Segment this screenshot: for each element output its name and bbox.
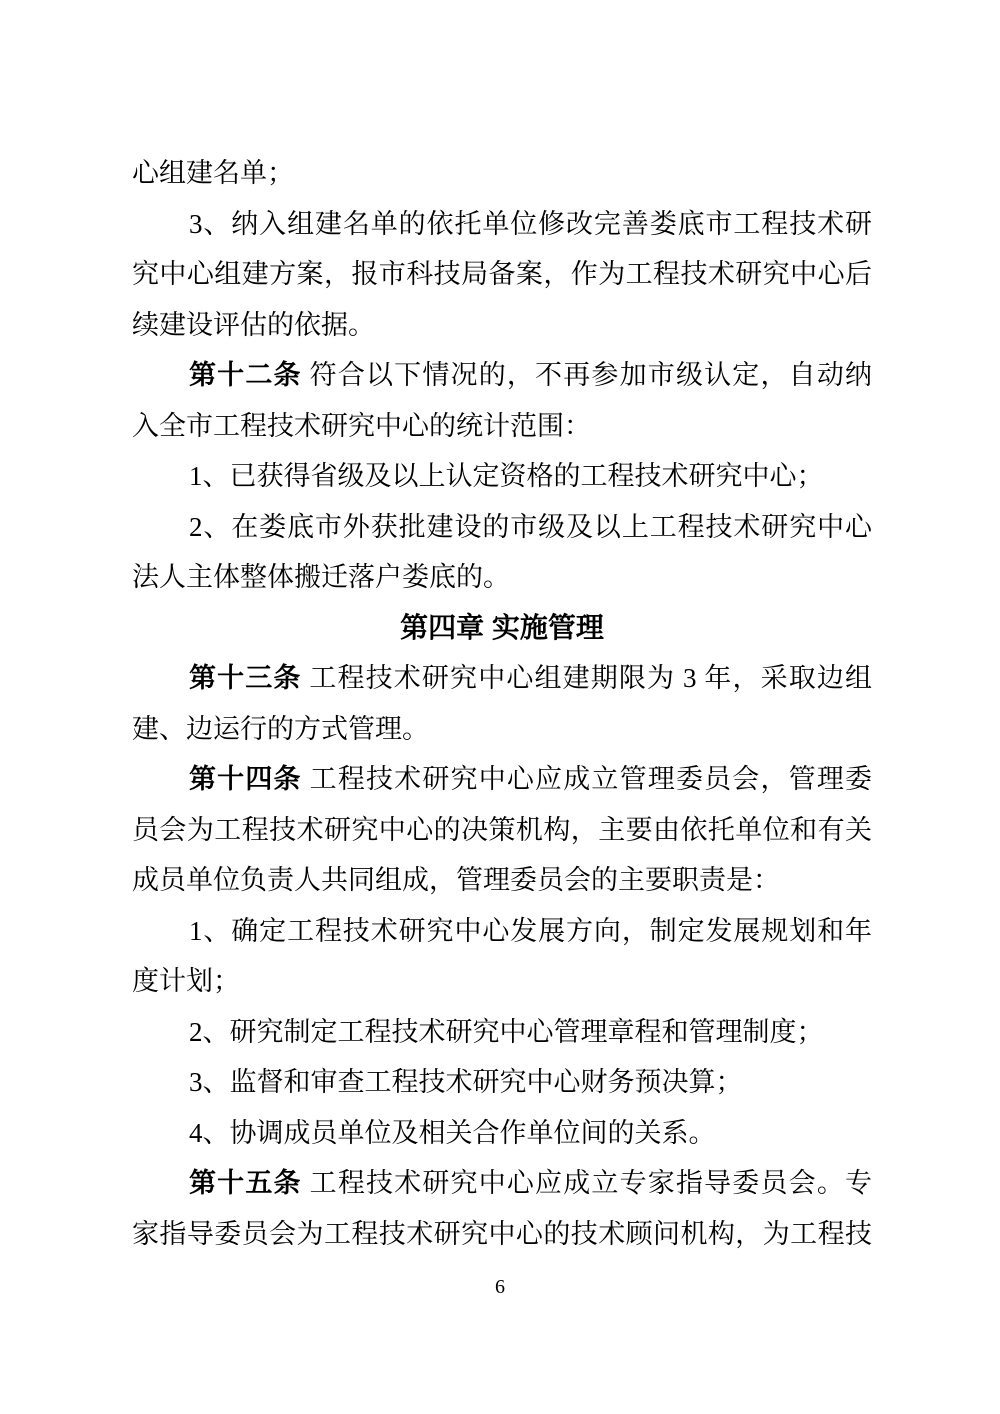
text-line	[132, 148, 872, 199]
text-line	[132, 1158, 872, 1209]
line-text: 成员单位负责人共同组成，管理委员会的主要职责是：	[132, 865, 780, 895]
line-text: 符合以下情况的，不再参加市级认定，自动纳	[301, 360, 873, 390]
line-text: 续建设评估的依据。	[132, 309, 375, 340]
chapter-heading-text: 第四章 实施管理	[400, 611, 604, 643]
text-line	[132, 653, 872, 704]
text-line	[132, 1209, 872, 1260]
text-line	[132, 552, 872, 603]
document-body	[132, 148, 872, 1259]
line-text: 1、已获得省级及以上认定资格的工程技术研究中心；	[189, 461, 824, 491]
line-text: 3、纳入组建名单的依托单位修改完善娄底市工程技术研	[189, 208, 872, 239]
text-line	[132, 1108, 872, 1159]
article-number: 第十四条	[189, 764, 302, 794]
line-text: 工程技术研究中心组建期限为 3 年，采取边组	[301, 663, 873, 693]
text-line	[132, 249, 872, 300]
line-text: 1、确定工程技术研究中心发展方向，制定发展规划和年	[189, 915, 872, 946]
line-text: 工程技术研究中心应成立专家指导委员会。专	[301, 1168, 873, 1198]
page-number: 6	[495, 1276, 505, 1298]
line-text: 工程技术研究中心应成立管理委员会，管理委	[301, 764, 873, 794]
line-text: 入全市工程技术研究中心的统计范围：	[132, 410, 591, 441]
text-line	[132, 502, 872, 553]
line-text: 法人主体整体搬迁落户娄底的。	[132, 562, 510, 592]
text-line	[132, 805, 872, 856]
text-line	[132, 704, 872, 755]
text-line	[132, 956, 872, 1007]
text-line	[132, 754, 872, 805]
line-text: 3、监督和审查工程技术研究中心财务预决算；	[189, 1067, 743, 1097]
line-text: 建、边运行的方式管理。	[132, 713, 429, 744]
text-line	[132, 300, 872, 351]
line-text: 度计划；	[132, 966, 240, 996]
text-line	[132, 855, 872, 906]
chapter-heading	[132, 603, 872, 654]
line-text: 2、在娄底市外获批建设的市级及以上工程技术研究中心	[189, 511, 872, 542]
line-text: 4、协调成员单位及相关合作单位间的关系。	[189, 1117, 716, 1148]
line-text: 2、研究制定工程技术研究中心管理章程和管理制度；	[189, 1016, 824, 1047]
line-text: 员会为工程技术研究中心的决策机构，主要由依托单位和有关	[132, 814, 872, 845]
text-line	[132, 401, 872, 452]
text-line	[132, 906, 872, 957]
line-text: 心组建名单；	[132, 158, 294, 188]
line-text: 家指导委员会为工程技术研究中心的技术顾问机构，为工程技	[132, 1218, 872, 1249]
text-line	[132, 451, 872, 502]
article-number: 第十五条	[189, 1168, 302, 1198]
text-line	[132, 199, 872, 250]
text-line	[132, 1007, 872, 1058]
article-number: 第十二条	[189, 360, 302, 390]
article-number: 第十三条	[189, 663, 302, 693]
text-line	[132, 350, 872, 401]
text-line	[132, 1057, 872, 1108]
line-text: 究中心组建方案，报市科技局备案，作为工程技术研究中心后	[132, 259, 872, 289]
